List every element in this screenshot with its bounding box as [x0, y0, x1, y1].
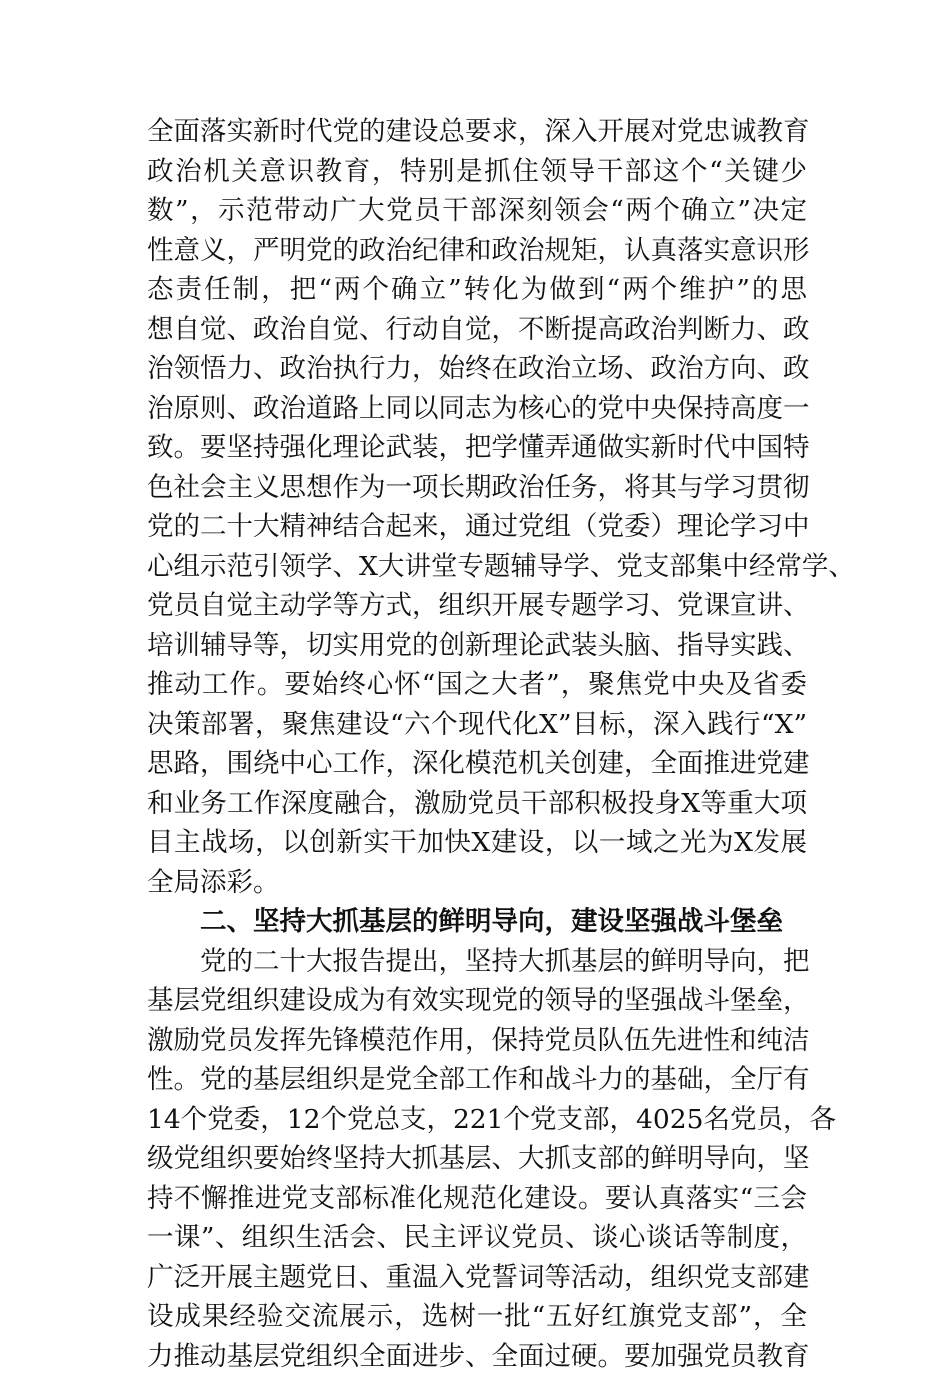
paragraph-1-line: 色社会主义思想作为一项长期政治任务，将其与学习贯彻 [147, 468, 807, 508]
paragraph-2-line: 级党组织要始终坚持大抓基层、大抓支部的鲜明导向，坚 [147, 1139, 807, 1179]
paragraph-2-line: 持不懈推进党支部标准化规范化建设。要认真落实“三会 [147, 1179, 807, 1219]
paragraph-1-line: 全局添彩。 [147, 863, 807, 903]
paragraph-1-line: 治原则、政治道路上同以同志为核心的党中央保持高度一 [147, 389, 807, 429]
paragraph-1-line: 心组示范引领学、X大讲堂专题辅导学、党支部集中经常学、 [147, 547, 807, 587]
paragraph-1-line: 党员自觉主动学等方式，组织开展专题学习、党课宣讲、 [147, 586, 807, 626]
paragraph-2-line: 14个党委，12个党总支，221个党支部，4025名党员，各 [147, 1100, 807, 1140]
paragraph-1 [147, 112, 807, 902]
paragraph-1-line: 态责任制，把“两个确立”转化为做到“两个维护”的思 [147, 270, 807, 310]
paragraph-2-line: 性。党的基层组织是党全部工作和战斗力的基础，全厅有 [147, 1060, 807, 1100]
paragraph-1-line: 政治机关意识教育，特别是抓住领导干部这个“关键少 [147, 152, 807, 192]
paragraph-1-line: 治领悟力、政治执行力，始终在政治立场、政治方向、政 [147, 349, 807, 389]
paragraph-2-line: 党的二十大报告提出，坚持大抓基层的鲜明导向，把 [147, 942, 807, 982]
paragraph-1-line: 和业务工作深度融合，激励党员干部积极投身X等重大项 [147, 784, 807, 824]
paragraph-1-line: 推动工作。要始终心怀“国之大者”，聚焦党中央及省委 [147, 665, 807, 705]
paragraph-2 [147, 942, 807, 1376]
paragraph-1-line: 决策部署，聚焦建设“六个现代化X”目标，深入践行“X” [147, 705, 807, 745]
paragraph-2-line: 设成果经验交流展示，选树一批“五好红旗党支部”，全 [147, 1297, 807, 1337]
paragraph-1-line: 致。要坚持强化理论武装，把学懂弄通做实新时代中国特 [147, 428, 807, 468]
paragraph-2-line: 激励党员发挥先锋模范作用，保持党员队伍先进性和纯洁 [147, 1021, 807, 1061]
paragraph-1-line: 思路，围绕中心工作，深化模范机关创建，全面推进党建 [147, 744, 807, 784]
paragraph-1-line: 目主战场，以创新实干加快X建设，以一域之光为X发展 [147, 823, 807, 863]
paragraph-1-line: 想自觉、政治自觉、行动自觉，不断提高政治判断力、政 [147, 310, 807, 350]
paragraph-1-line: 全面落实新时代党的建设总要求，深入开展对党忠诚教育 [147, 112, 807, 152]
paragraph-1-line: 党的二十大精神结合起来，通过党组（党委）理论学习中 [147, 507, 807, 547]
paragraph-2-line: 力推动基层党组织全面进步、全面过硬。要加强党员教育 [147, 1337, 807, 1376]
paragraph-1-line: 培训辅导等，切实用党的创新理论武装头脑、指导实践、 [147, 626, 807, 666]
paragraph-2-line: 一课”、组织生活会、民主评议党员、谈心谈话等制度， [147, 1218, 807, 1258]
document-page [147, 112, 807, 1376]
paragraph-1-line: 数”，示范带动广大党员干部深刻领会“两个确立”决定 [147, 191, 807, 231]
paragraph-1-line: 性意义，严明党的政治纪律和政治规矩，认真落实意识形 [147, 231, 807, 271]
section-heading: 二、坚持大抓基层的鲜明导向，建设坚强战斗堡垒 [147, 902, 807, 942]
paragraph-2-line: 广泛开展主题党日、重温入党誓词等活动，组织党支部建 [147, 1258, 807, 1298]
paragraph-2-line: 基层党组织建设成为有效实现党的领导的坚强战斗堡垒， [147, 981, 807, 1021]
